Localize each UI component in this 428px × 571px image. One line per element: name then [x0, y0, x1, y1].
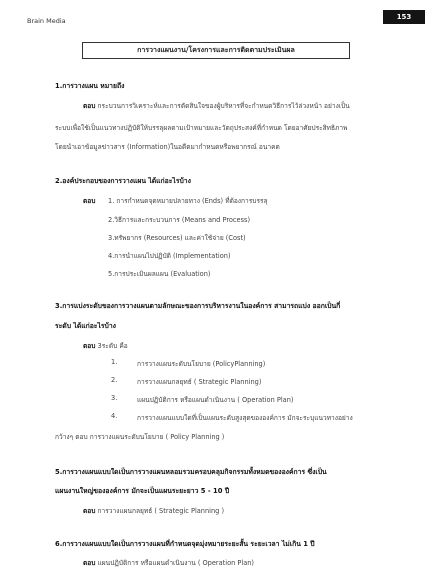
section3-continuation: กว้างๆ ตอบ การวางแผนระดับนโยบาย ( Policy Planning )	[55, 433, 225, 441]
answer-label: ตอบ	[83, 342, 96, 350]
section6-answer	[83, 557, 254, 568]
section1-question: 1.การวางแผน หมายถึง	[55, 82, 125, 90]
section2-item: 5.การประเมินผลแผน (Evaluation)	[108, 270, 211, 278]
section3-question-line-1: 3.การแบ่งระดับของการวางแผนตามลักษณะของการบริหารงานในองค์การ สามารถแบ่ง ออกเป็นกี่	[55, 302, 341, 310]
answer-label: ตอบ	[83, 507, 96, 515]
answer-label: ตอบ	[83, 559, 96, 567]
section2-item: 2.วิธีการและกระบวนการ (Means and Process)	[108, 216, 251, 224]
answer-text: 3ระดับ คือ	[97, 342, 128, 350]
answer-label: ตอบ	[83, 102, 96, 110]
section2-item: 4.การนำแผนไปปฏิบัติ (Implementation)	[108, 252, 231, 260]
section1-answer-line-3: โดยนำเอาข้อมูลข่าวสาร (Information)ในอดีตมากำหนดหรือพยากรณ์ อนาคต	[55, 143, 280, 151]
section3-item-number: 3.	[111, 394, 118, 402]
section3-item-text: แผนปฏิบัติการ หรือแผนดำเนินงาน ( Operation Plan)	[137, 396, 294, 404]
answer-text: แผนปฏิบัติการ หรือแผนดำเนินงาน ( Operation Plan)	[97, 559, 255, 567]
page-title: การวางแผนงาน/โครงการและการติดตามประเมินผล	[82, 42, 350, 59]
answer-text: กระบวนการวิเคราะห์และการตัดสินใจของผู้บริหารที่จะกำหนดวิธีการไว้ล่วงหน้า อย่างเป็น	[97, 102, 350, 110]
section1-answer-line-2: ระบบเพื่อใช้เป็นแนวทางปฏิบัติให้บรรลุผลตามเป้าหมายและวัตถุประสงค์ที่กำหนด โดยอาศัยประสิทธิภาพ	[55, 124, 348, 132]
section3-question-line-2: ระดับ ได้แก่อะไรบ้าง	[55, 322, 116, 330]
section5-answer	[83, 505, 224, 516]
section2-item: 3.ทรัพยากร (Resources) และค่าใช้จ่าย (Cost)	[108, 234, 246, 242]
section3-item-text: การวางแผนแบบใดที่เป็นแผนระดับสูงสุดขององค์การ มักจะระบุแนวทางอย่าง	[137, 414, 353, 422]
section2-question: 2.องค์ประกอบของการวางแผน ได้แก่อะไรบ้าง	[55, 177, 191, 185]
section3-item-text: การวางแผนระดับนโยบาย (PolicyPlanning)	[137, 360, 266, 368]
section3-item-number: 2.	[111, 376, 118, 384]
section3-item-text: การวางแผนกลยุทธ์ ( Strategic Planning)	[137, 378, 262, 386]
section5-question-line-1: 5.การวางแผนแบบใดเป็นการวางแผนหลอมรวมครอบคลุมกิจกรรมทั้งหมดขององค์การ ซึ่งเป็น	[55, 468, 327, 476]
section3-answer	[83, 340, 128, 351]
section5-question-line-2: แผนงานใหญ่ขององค์การ มักจะเป็นแผนระยะยาว 5 - 10 ปี	[55, 487, 230, 495]
section3-item-number: 1.	[111, 358, 118, 366]
section2-item: 1. การกำหนดจุดหมายปลายทาง (Ends) ที่ต้องการบรรลุ	[108, 197, 268, 205]
answer-label: ตอบ	[83, 197, 96, 205]
page-number: 153	[383, 10, 425, 24]
section6-question: 6.การวางแผนแบบใดเป็นการวางแผนที่กำหนดจุดมุ่งหมายระยะสั้น ระยะเวลา ไม่เกิน 1 ปี	[55, 540, 315, 548]
section1-answer-line-1	[83, 100, 350, 111]
header-brand: Brain Media	[27, 17, 66, 25]
answer-text: การวางแผนกลยุทธ์ ( Strategic Planning )	[97, 507, 225, 515]
section3-item-number: 4.	[111, 412, 118, 420]
